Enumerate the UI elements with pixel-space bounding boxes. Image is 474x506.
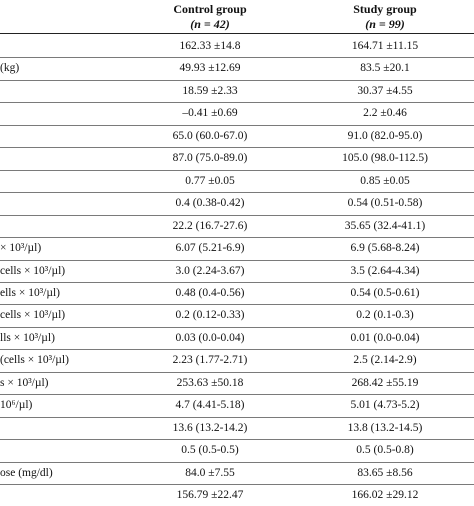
table-row: [0, 102, 474, 124]
control-group-value: 6.07 (5.21-6.9): [175, 242, 245, 255]
study-group-value: 0.01 (0.0-0.04): [350, 331, 420, 344]
control-group-value: 65.0 (60.0-67.0): [172, 129, 248, 142]
control-group-value: 49.93 ±12.69: [179, 62, 241, 75]
row-label: [0, 192, 120, 214]
row-label: cells × 10³/µl): [0, 264, 66, 277]
table-row: [0, 417, 474, 439]
table-row: [0, 484, 474, 506]
study-group-value: 83.5 ±20.1: [360, 62, 410, 75]
control-group-n: (n = 42): [190, 17, 230, 31]
table-row: [0, 147, 474, 169]
control-group-header: [135, 2, 285, 32]
row-label: [0, 439, 120, 461]
study-group-n: (n = 99): [365, 17, 405, 31]
table-row: [0, 57, 474, 79]
study-group-value: 91.0 (82.0-95.0): [347, 129, 423, 142]
row-label: [0, 170, 120, 192]
study-group-value: 83.65 ±8.56: [357, 466, 413, 479]
study-group-value: 35.65 (32.4-41.1): [344, 219, 426, 232]
control-group-value: 156.79 ±22.47: [176, 489, 244, 501]
control-group-value: 0.03 (0.0-0.04): [175, 331, 245, 344]
table-row: [0, 462, 474, 484]
table-row: [0, 304, 474, 326]
study-group-value: 0.54 (0.5-0.61): [350, 286, 420, 299]
row-label: [0, 484, 120, 506]
table-row: [0, 439, 474, 461]
row-label: [0, 102, 120, 124]
row-label: × 10³/µl): [0, 242, 42, 255]
row-label: s × 10³/µl): [0, 376, 49, 389]
table-row: [0, 349, 474, 371]
table-row: [0, 327, 474, 349]
row-label: cells × 10³/µl): [0, 309, 66, 322]
row-label: [0, 215, 120, 237]
control-group-value: 84.0 ±7.55: [185, 466, 235, 479]
control-group-value: 0.2 (0.12-0.33): [175, 309, 245, 322]
study-group-value: 105.0 (98.0-112.5): [342, 152, 428, 165]
control-group-value: 253.63 ±50.18: [176, 376, 244, 389]
control-group-title: Control group: [173, 2, 247, 16]
table-row: [0, 125, 474, 147]
row-label: [0, 80, 120, 102]
control-group-value: 0.77 ±0.05: [185, 174, 235, 187]
study-group-value: 0.5 (0.5-0.8): [356, 444, 414, 457]
table-row: [0, 35, 474, 57]
table-row: [0, 215, 474, 237]
control-group-value: 0.5 (0.5-0.5): [181, 444, 239, 457]
control-group-value: 13.6 (13.2-14.2): [172, 421, 248, 434]
row-label: (kg): [0, 62, 20, 75]
table-row: [0, 260, 474, 282]
table-row: [0, 394, 474, 416]
study-group-value: 0.54 (0.51-0.58): [347, 197, 423, 210]
row-label: [0, 125, 120, 147]
table-row: [0, 192, 474, 214]
study-group-value: 0.85 ±0.05: [360, 174, 410, 187]
control-group-value: 87.0 (75.0-89.0): [172, 152, 248, 165]
row-label: [0, 147, 120, 169]
study-group-value: 164.71 ±11.15: [351, 40, 419, 52]
study-group-value: 13.8 (13.2-14.5): [347, 421, 423, 434]
row-label: (cells × 10³/µl): [0, 354, 69, 367]
control-group-value: –0.41 ±0.69: [182, 107, 238, 120]
table-row: [0, 80, 474, 102]
row-label: lls × 10³/µl): [0, 331, 55, 344]
study-group-value: 2.2 ±0.46: [363, 107, 407, 120]
control-group-value: 2.23 (1.77-2.71): [172, 354, 248, 367]
study-group-title: Study group: [353, 2, 417, 16]
study-group-header: [300, 2, 470, 32]
control-group-value: 0.48 (0.4-0.56): [175, 286, 245, 299]
control-group-value: 4.7 (4.41-5.18): [175, 399, 245, 412]
study-group-value: 0.2 (0.1-0.3): [356, 309, 414, 322]
control-group-value: 3.0 (2.24-3.67): [175, 264, 245, 277]
header-rule: [0, 33, 474, 34]
control-group-value: 162.33 ±14.8: [179, 40, 241, 52]
table-row: [0, 237, 474, 259]
row-label: [0, 417, 120, 439]
study-group-value: 30.37 ±4.55: [357, 84, 413, 97]
study-group-value: 166.02 ±29.12: [351, 489, 419, 501]
row-label: ells × 10³/µl): [0, 286, 60, 299]
table-row: [0, 282, 474, 304]
table-row: [0, 372, 474, 394]
study-group-value: 2.5 (2.14-2.9): [353, 354, 417, 367]
study-group-value: 5.01 (4.73-5.2): [350, 399, 420, 412]
row-label: 10⁶/µl): [0, 399, 33, 412]
control-group-value: 22.2 (16.7-27.6): [172, 219, 248, 232]
row-label: ose (mg/dl): [0, 466, 53, 479]
row-label: [0, 35, 120, 57]
control-group-value: 0.4 (0.38-0.42): [175, 197, 245, 210]
control-group-value: 18.59 ±2.33: [182, 84, 238, 97]
study-group-value: 268.42 ±55.19: [351, 376, 419, 389]
study-group-value: 3.5 (2.64-4.34): [350, 264, 420, 277]
study-group-value: 6.9 (5.68-8.24): [350, 242, 420, 255]
table-row: [0, 170, 474, 192]
